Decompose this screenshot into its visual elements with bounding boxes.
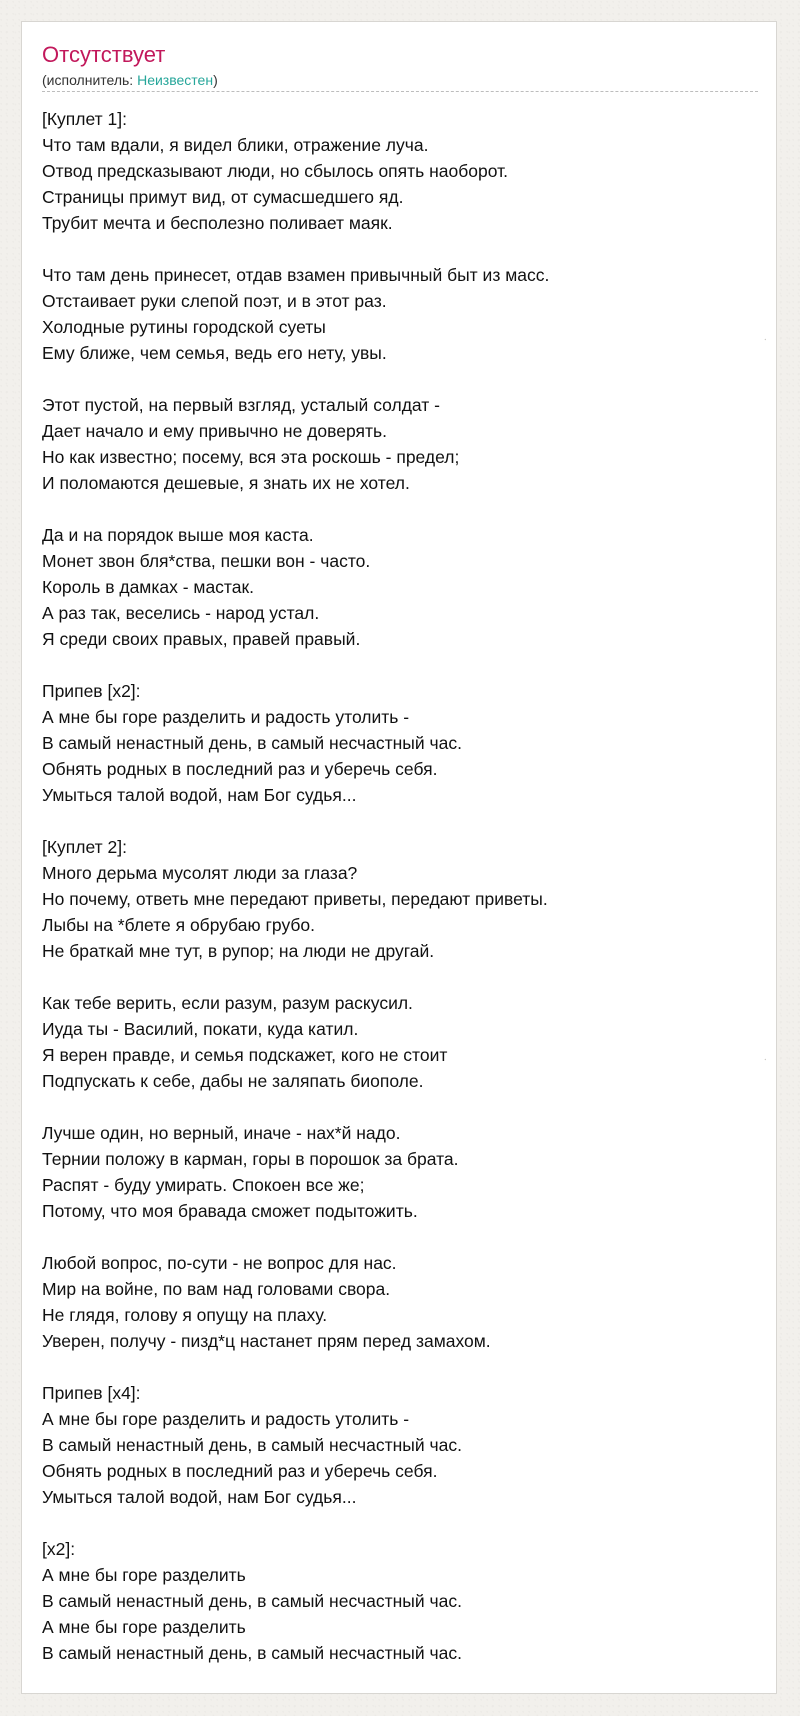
stanza-gap bbox=[42, 366, 758, 392]
stanza-gap bbox=[42, 652, 758, 678]
lyric-line: Не глядя, голову я опущу на плаху. bbox=[42, 1305, 328, 1325]
lyric-line: В самый ненастный день, в самый несчастный час. bbox=[42, 1435, 462, 1455]
lyric-line: Много дерьма мусолят люди за глаза? bbox=[42, 863, 358, 883]
lyric-line: Лучше один, но верный, иначе - нах*й надо. bbox=[42, 1123, 401, 1143]
performer-line bbox=[42, 71, 758, 92]
performer-suffix: ) bbox=[213, 72, 218, 88]
stanza-gap bbox=[42, 1354, 758, 1380]
lyric-line: Да и на порядок выше моя каста. bbox=[42, 525, 314, 545]
performer-prefix: (исполнитель: bbox=[42, 72, 138, 88]
lyric-line: Уверен, получу - пизд*ц настанет прям перед замахом. bbox=[42, 1331, 491, 1351]
lyric-line: В самый ненастный день, в самый несчастный час. bbox=[42, 1643, 462, 1663]
lyric-line: А мне бы горе разделить и радость утолить - bbox=[42, 1409, 410, 1429]
stanza-gap bbox=[42, 1224, 758, 1250]
lyric-line: Ему ближе, чем семья, ведь его нету, увы. bbox=[42, 343, 387, 363]
lyric-line: Мир на войне, по вам над головами свора. bbox=[42, 1279, 391, 1299]
lyric-line: Потому, что моя бравада сможет подытожить. bbox=[42, 1201, 418, 1221]
lyric-line: Умыться талой водой, нам Бог судья... bbox=[42, 785, 357, 805]
side-mark: ⸱ bbox=[764, 1055, 767, 1066]
song-header bbox=[42, 42, 758, 92]
lyric-line: Страницы примут вид, от сумасшедшего яд. bbox=[42, 187, 404, 207]
lyric-line: Отвод предсказывают люди, но сбылось опять наоборот. bbox=[42, 161, 509, 181]
lyric-line: А мне бы горе разделить bbox=[42, 1617, 246, 1637]
lyric-line: [Куплет 2]: bbox=[42, 837, 127, 857]
lyric-line: Лыбы на *блете я обрубаю грубо. bbox=[42, 915, 316, 935]
lyric-line: [Куплет 1]: bbox=[42, 109, 127, 129]
lyric-line: Распят - буду умирать. Спокоен все же; bbox=[42, 1175, 365, 1195]
stanza-gap bbox=[42, 964, 758, 990]
lyric-line: Обнять родных в последний раз и уберечь себя. bbox=[42, 1461, 438, 1481]
lyric-line: Но как известно; посему, вся эта роскошь - предел; bbox=[42, 447, 460, 467]
lyric-line: Не браткай мне тут, в рупор; на люди не другай. bbox=[42, 941, 435, 961]
lyric-line: Что там день принесет, отдав взамен привычный быт из масс. bbox=[42, 265, 550, 285]
lyric-line: Трубит мечта и бесполезно поливает маяк. bbox=[42, 213, 393, 233]
stanza-gap bbox=[42, 496, 758, 522]
lyric-line: Обнять родных в последний раз и уберечь себя. bbox=[42, 759, 438, 779]
lyric-line: Припев [x2]: bbox=[42, 681, 141, 701]
lyric-line: Что там вдали, я видел блики, отражение луча. bbox=[42, 135, 429, 155]
lyric-line: Дает начало и ему привычно не доверять. bbox=[42, 421, 387, 441]
lyric-line: Как тебе верить, если разум, разум раскусил. bbox=[42, 993, 413, 1013]
lyric-line: [x2]: bbox=[42, 1539, 76, 1559]
lyric-line: В самый ненастный день, в самый несчастный час. bbox=[42, 733, 462, 753]
lyric-line: Припев [x4]: bbox=[42, 1383, 141, 1403]
performer-link[interactable]: Неизвестен bbox=[137, 72, 214, 88]
lyric-line: Монет звон бля*ства, пешки вон - часто. bbox=[42, 551, 371, 571]
lyric-line: Но почему, ответь мне передают приветы, передают приветы. bbox=[42, 889, 548, 909]
lyric-line: Тернии положу в карман, горы в порошок за брата. bbox=[42, 1149, 459, 1169]
lyric-line: Любой вопрос, по-сути - не вопрос для нас. bbox=[42, 1253, 397, 1273]
lyric-line: Я верен правде, и семья подскажет, кого не стоит bbox=[42, 1045, 448, 1065]
lyric-line: Я среди своих правых, правей правый. bbox=[42, 629, 361, 649]
lyric-line: Иуда ты - Василий, покати, куда катил. bbox=[42, 1019, 359, 1039]
lyric-line: Холодные рутины городской суеты bbox=[42, 317, 326, 337]
song-title: Отсутствует bbox=[42, 42, 166, 67]
lyric-line: А мне бы горе разделить и радость утолить - bbox=[42, 707, 410, 727]
lyric-line: Отстаивает руки слепой поэт, и в этот раз. bbox=[42, 291, 387, 311]
lyric-line: Король в дамках - мастак. bbox=[42, 577, 254, 597]
side-mark: ⸱ bbox=[764, 335, 767, 346]
lyric-line: И поломаются дешевые, я знать их не хотел. bbox=[42, 473, 410, 493]
stanza-gap bbox=[42, 1094, 758, 1120]
lyrics-card bbox=[21, 21, 777, 1694]
lyric-line: А мне бы горе разделить bbox=[42, 1565, 246, 1585]
lyric-line: Этот пустой, на первый взгляд, усталый солдат - bbox=[42, 395, 440, 415]
stanza-gap bbox=[42, 1510, 758, 1536]
lyric-line: Умыться талой водой, нам Бог судья... bbox=[42, 1487, 357, 1507]
lyrics-text bbox=[42, 106, 758, 1666]
stanza-gap bbox=[42, 808, 758, 834]
stanza-gap bbox=[42, 236, 758, 262]
lyric-line: Подпускать к себе, дабы не заляпать биополе. bbox=[42, 1071, 424, 1091]
lyric-line: А раз так, веселись - народ устал. bbox=[42, 603, 320, 623]
lyric-line: В самый ненастный день, в самый несчастный час. bbox=[42, 1591, 462, 1611]
